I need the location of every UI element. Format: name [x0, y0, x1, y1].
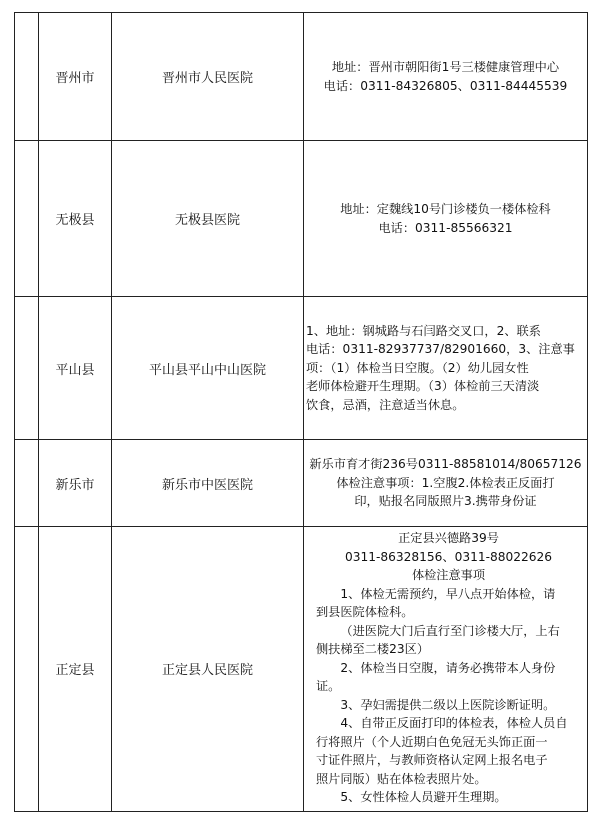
blank-cell — [15, 141, 39, 297]
note-line: 3、孕妇需提供二级以上医院诊断证明。 — [340, 697, 556, 712]
info-line: 新乐市育才街236号0311-88581014/80657126 — [309, 457, 582, 472]
blank-cell — [15, 13, 39, 141]
table-row — [15, 527, 588, 812]
info-line: 印，贴报名同版照片3.携带身份证 — [354, 494, 537, 509]
info-cell — [304, 440, 588, 527]
note-line: 到县医院体检科。 — [316, 605, 414, 619]
phone-line: 0311-86328156、0311-88022626 — [344, 549, 553, 564]
hospital-cell: 新乐市中医医院 — [112, 440, 304, 527]
note-line: 1、体检无需预约，早八点开始体检，请 — [340, 586, 556, 601]
note-line: 4、自带正反面打印的体检表，体检人员自 — [340, 716, 568, 730]
address-line: 地址：定魏线10号门诊楼负一楼体检科 — [340, 202, 551, 216]
hospital-cell: 平山县平山中山医院 — [112, 297, 304, 440]
blank-cell — [15, 527, 39, 812]
info-line: 体检注意事项：1.空腹2.体检表正反面打 — [336, 475, 555, 490]
hospital-cell: 无极县医院 — [112, 141, 304, 297]
note-line: 行将照片（个人近期白色免冠无头饰正面一 — [316, 734, 548, 749]
table-row — [15, 440, 588, 527]
hospital-cell: 晋州市人民医院 — [112, 13, 304, 141]
address-line: 正定县兴德路39号 — [398, 531, 499, 545]
phone-line: 电话：0311-85566321 — [378, 220, 513, 235]
hospital-table — [14, 12, 588, 812]
info-cell — [304, 141, 588, 297]
note-line: 5、女性体检人员避开生理期。 — [340, 790, 507, 804]
table-row — [15, 141, 588, 297]
county-cell: 晋州市 — [39, 13, 112, 141]
info-cell — [304, 13, 588, 141]
county-cell: 无极县 — [39, 141, 112, 297]
info-line: 1、地址：钢城路与石闫路交叉口，2、联系 — [306, 323, 541, 338]
table-row — [15, 297, 588, 440]
note-line: 证。 — [316, 679, 341, 693]
blank-cell — [15, 297, 39, 440]
note-line: 侧扶梯至二楼23区） — [316, 642, 430, 656]
phone-line: 电话：0311-84326805、0311-84445539 — [323, 78, 568, 93]
note-line: 2、体检当日空腹，请务必携带本人身份 — [340, 660, 556, 675]
info-line: 老师体检避开生理期。（3）体检前三天清淡 — [306, 379, 540, 394]
table-row — [15, 13, 588, 141]
info-cell — [304, 297, 588, 440]
hospital-cell: 正定县人民医院 — [112, 527, 304, 812]
note-line: 照片同版）贴在体检表照片处。 — [316, 771, 487, 786]
info-line: 饮食，忌酒，注意适当休息。 — [306, 397, 465, 412]
info-cell — [304, 527, 588, 812]
county-cell: 平山县 — [39, 297, 112, 440]
county-cell: 新乐市 — [39, 440, 112, 527]
address-line: 地址：晋州市朝阳街1号三楼健康管理中心 — [331, 60, 560, 74]
notes-heading: 体检注意事项 — [411, 568, 486, 582]
info-line: 项：（1）体检当日空腹。（2）幼儿园女性 — [306, 360, 529, 375]
note-line: 寸证件照片，与教师资格认定网上报名电子 — [316, 753, 548, 767]
note-line: （进医院大门后直行至门诊楼大厅，上右 — [340, 623, 560, 638]
county-cell: 正定县 — [39, 527, 112, 812]
info-line: 电话：0311-82937737/82901660，3、注意事 — [306, 342, 575, 357]
blank-cell — [15, 440, 39, 527]
